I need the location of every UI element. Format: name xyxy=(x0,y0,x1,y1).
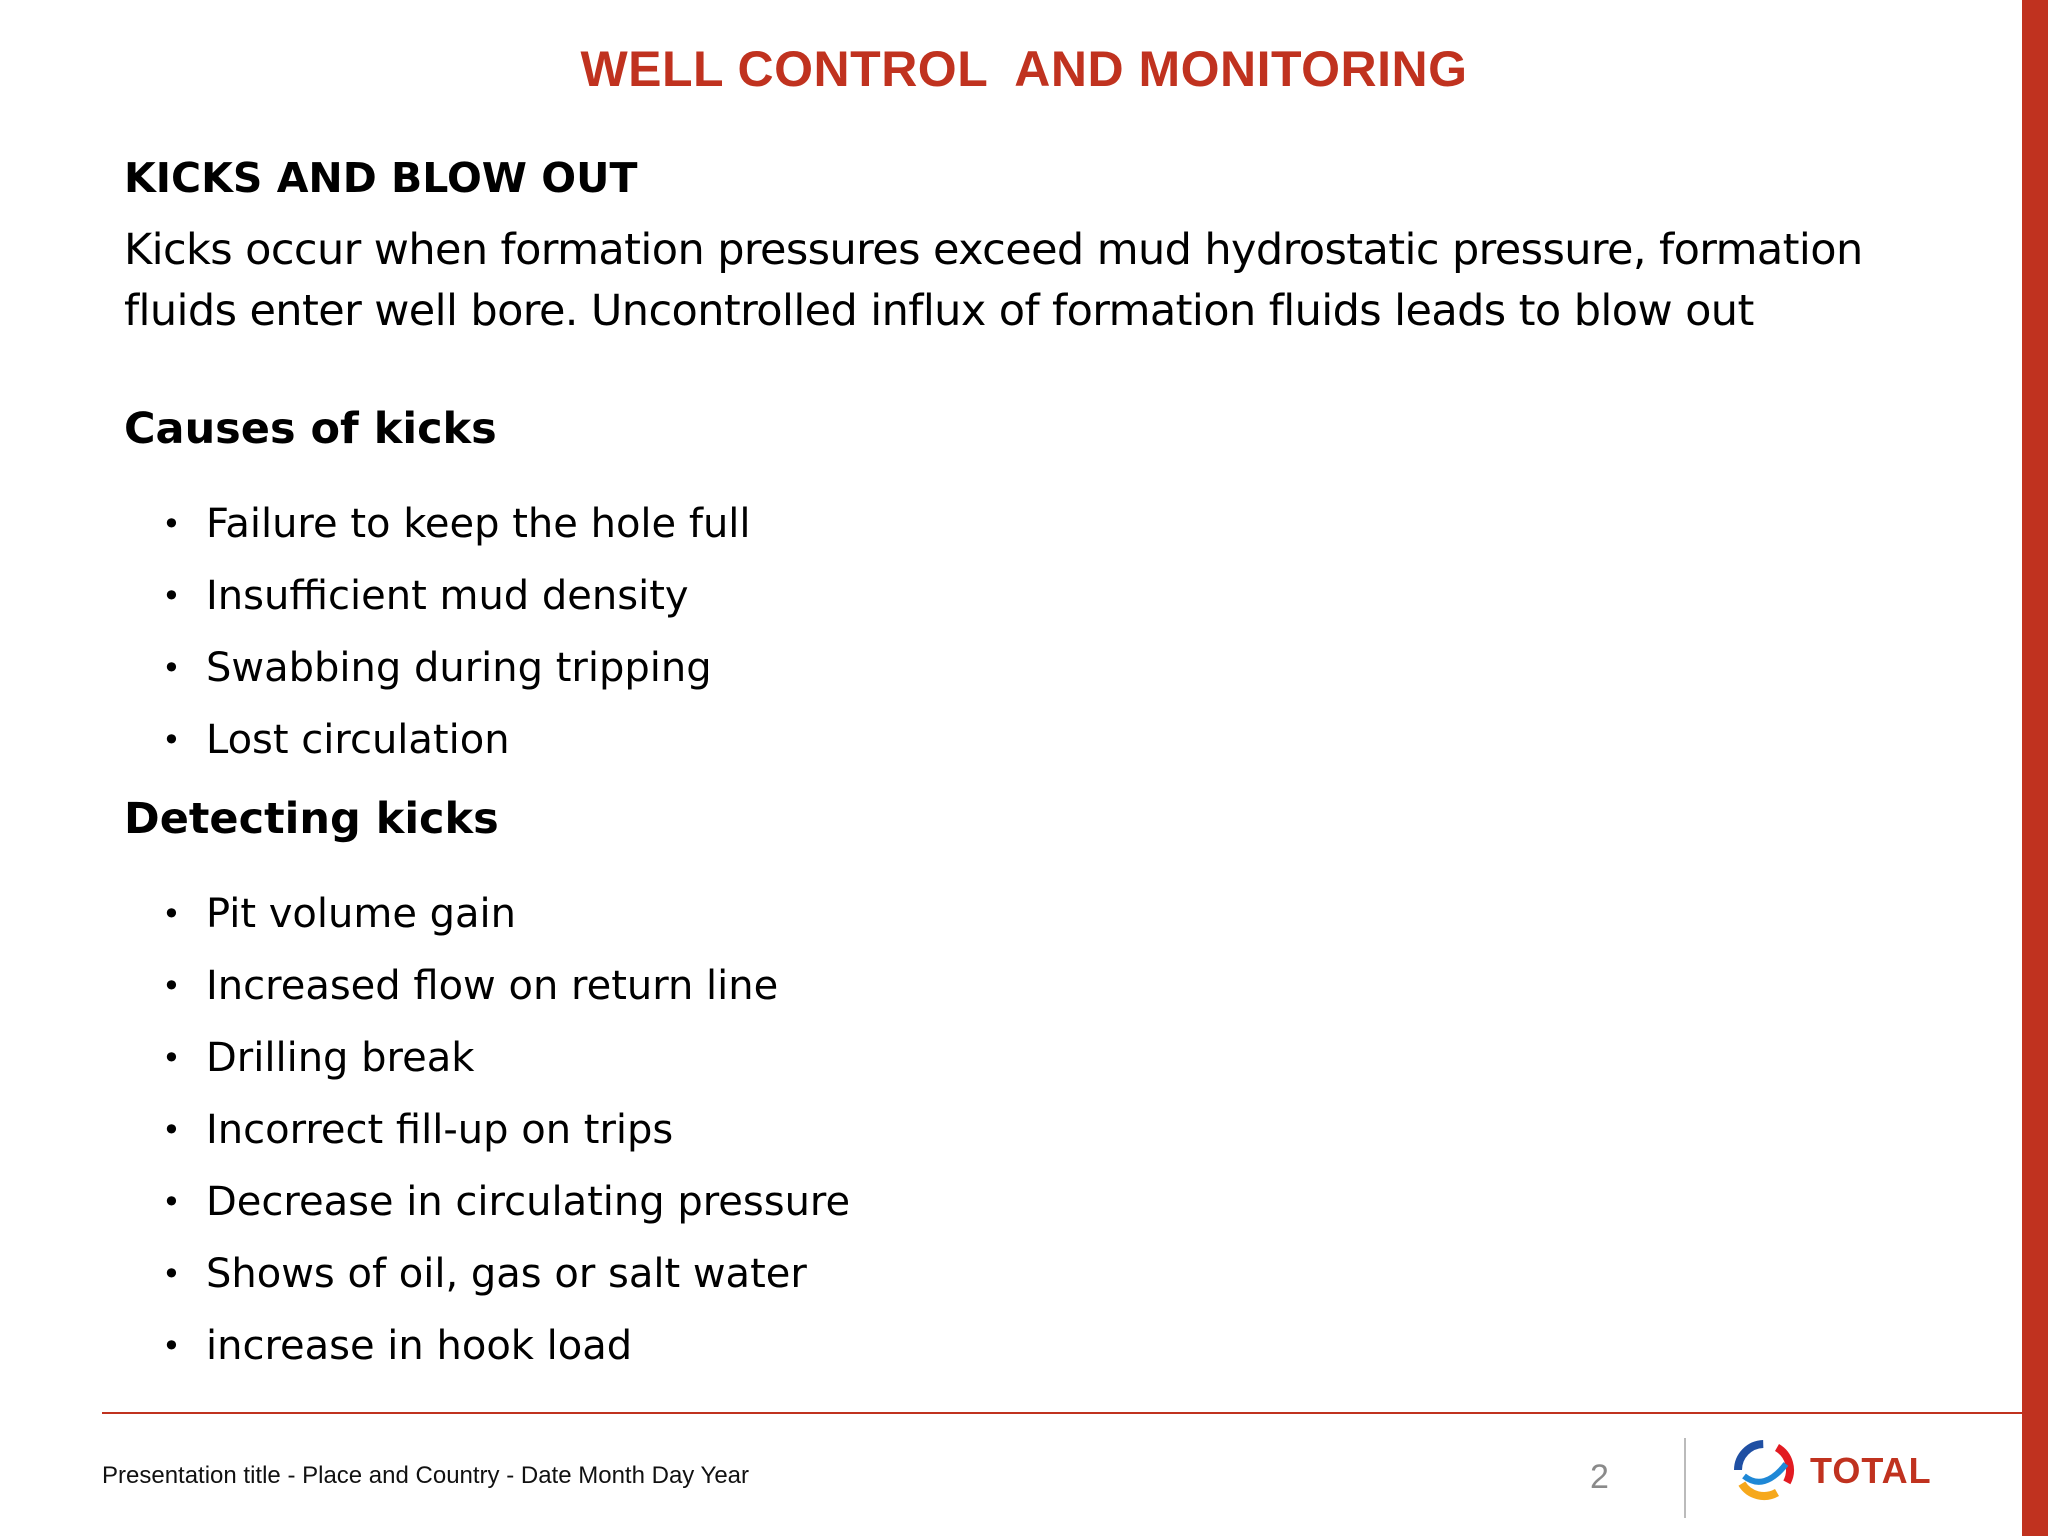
list-item xyxy=(162,1094,1924,1166)
list-item xyxy=(162,950,1924,1022)
causes-heading: Causes of kicks xyxy=(124,404,497,454)
section-heading: KICKS AND BLOW OUT xyxy=(124,154,638,202)
list-item xyxy=(162,488,1924,560)
list-item-text: Insufficient mud density xyxy=(206,573,689,619)
detecting-heading: Detecting kicks xyxy=(124,794,499,844)
detecting-list xyxy=(124,878,1924,1382)
bullet-icon: • xyxy=(162,1183,181,1221)
footer-divider xyxy=(102,1412,2022,1414)
list-item xyxy=(162,704,1924,776)
list-item-text: Incorrect fill-up on trips xyxy=(206,1107,674,1153)
slide-title: WELL CONTROL AND MONITORING xyxy=(580,41,1468,97)
list-item-text: increase in hook load xyxy=(206,1323,633,1369)
bullet-icon: • xyxy=(162,1327,181,1365)
list-item-text: Lost circulation xyxy=(206,717,510,763)
list-item xyxy=(162,878,1924,950)
bullet-icon: • xyxy=(162,895,181,933)
list-item xyxy=(162,560,1924,632)
bullet-icon: • xyxy=(162,1039,181,1077)
bullet-icon: • xyxy=(162,967,181,1005)
list-item-text: Swabbing during tripping xyxy=(206,645,712,691)
footer-text: Presentation title - Place and Country - Date Month Day Year xyxy=(102,1462,750,1489)
list-item-text: Shows of oil, gas or salt water xyxy=(206,1251,807,1297)
logo-text: TOTAL xyxy=(1810,1450,1932,1491)
total-logo xyxy=(1730,1436,1940,1506)
bullet-icon: • xyxy=(162,1255,181,1293)
bullet-icon: • xyxy=(162,649,181,687)
list-item-text: Decrease in circulating pressure xyxy=(206,1179,851,1225)
causes-list xyxy=(124,488,1924,776)
list-item-text: Pit volume gain xyxy=(206,891,517,937)
list-item xyxy=(162,1166,1924,1238)
page-number: 2 xyxy=(1590,1458,1609,1496)
bullet-icon: • xyxy=(162,721,181,759)
list-item-text: Increased flow on return line xyxy=(206,963,779,1009)
bullet-icon: • xyxy=(162,577,181,615)
bullet-icon: • xyxy=(162,505,181,543)
total-logo-icon xyxy=(1730,1436,1798,1504)
footer-separator xyxy=(1684,1438,1686,1518)
list-item xyxy=(162,632,1924,704)
list-item xyxy=(162,1310,1924,1382)
list-item-text: Failure to keep the hole full xyxy=(206,501,751,547)
slide-content xyxy=(124,154,1924,1382)
right-accent-bar xyxy=(2022,0,2048,1536)
bullet-icon: • xyxy=(162,1111,181,1149)
list-item xyxy=(162,1238,1924,1310)
intro-line-2: fluids enter well bore. Uncontrolled influx of formation fluids leads to blow out xyxy=(124,286,1754,336)
intro-line-1: Kicks occur when formation pressures exceed mud hydrostatic pressure, formation xyxy=(124,225,1863,275)
list-item-text: Drilling break xyxy=(206,1035,475,1081)
intro-paragraph xyxy=(124,220,1924,342)
list-item xyxy=(162,1022,1924,1094)
